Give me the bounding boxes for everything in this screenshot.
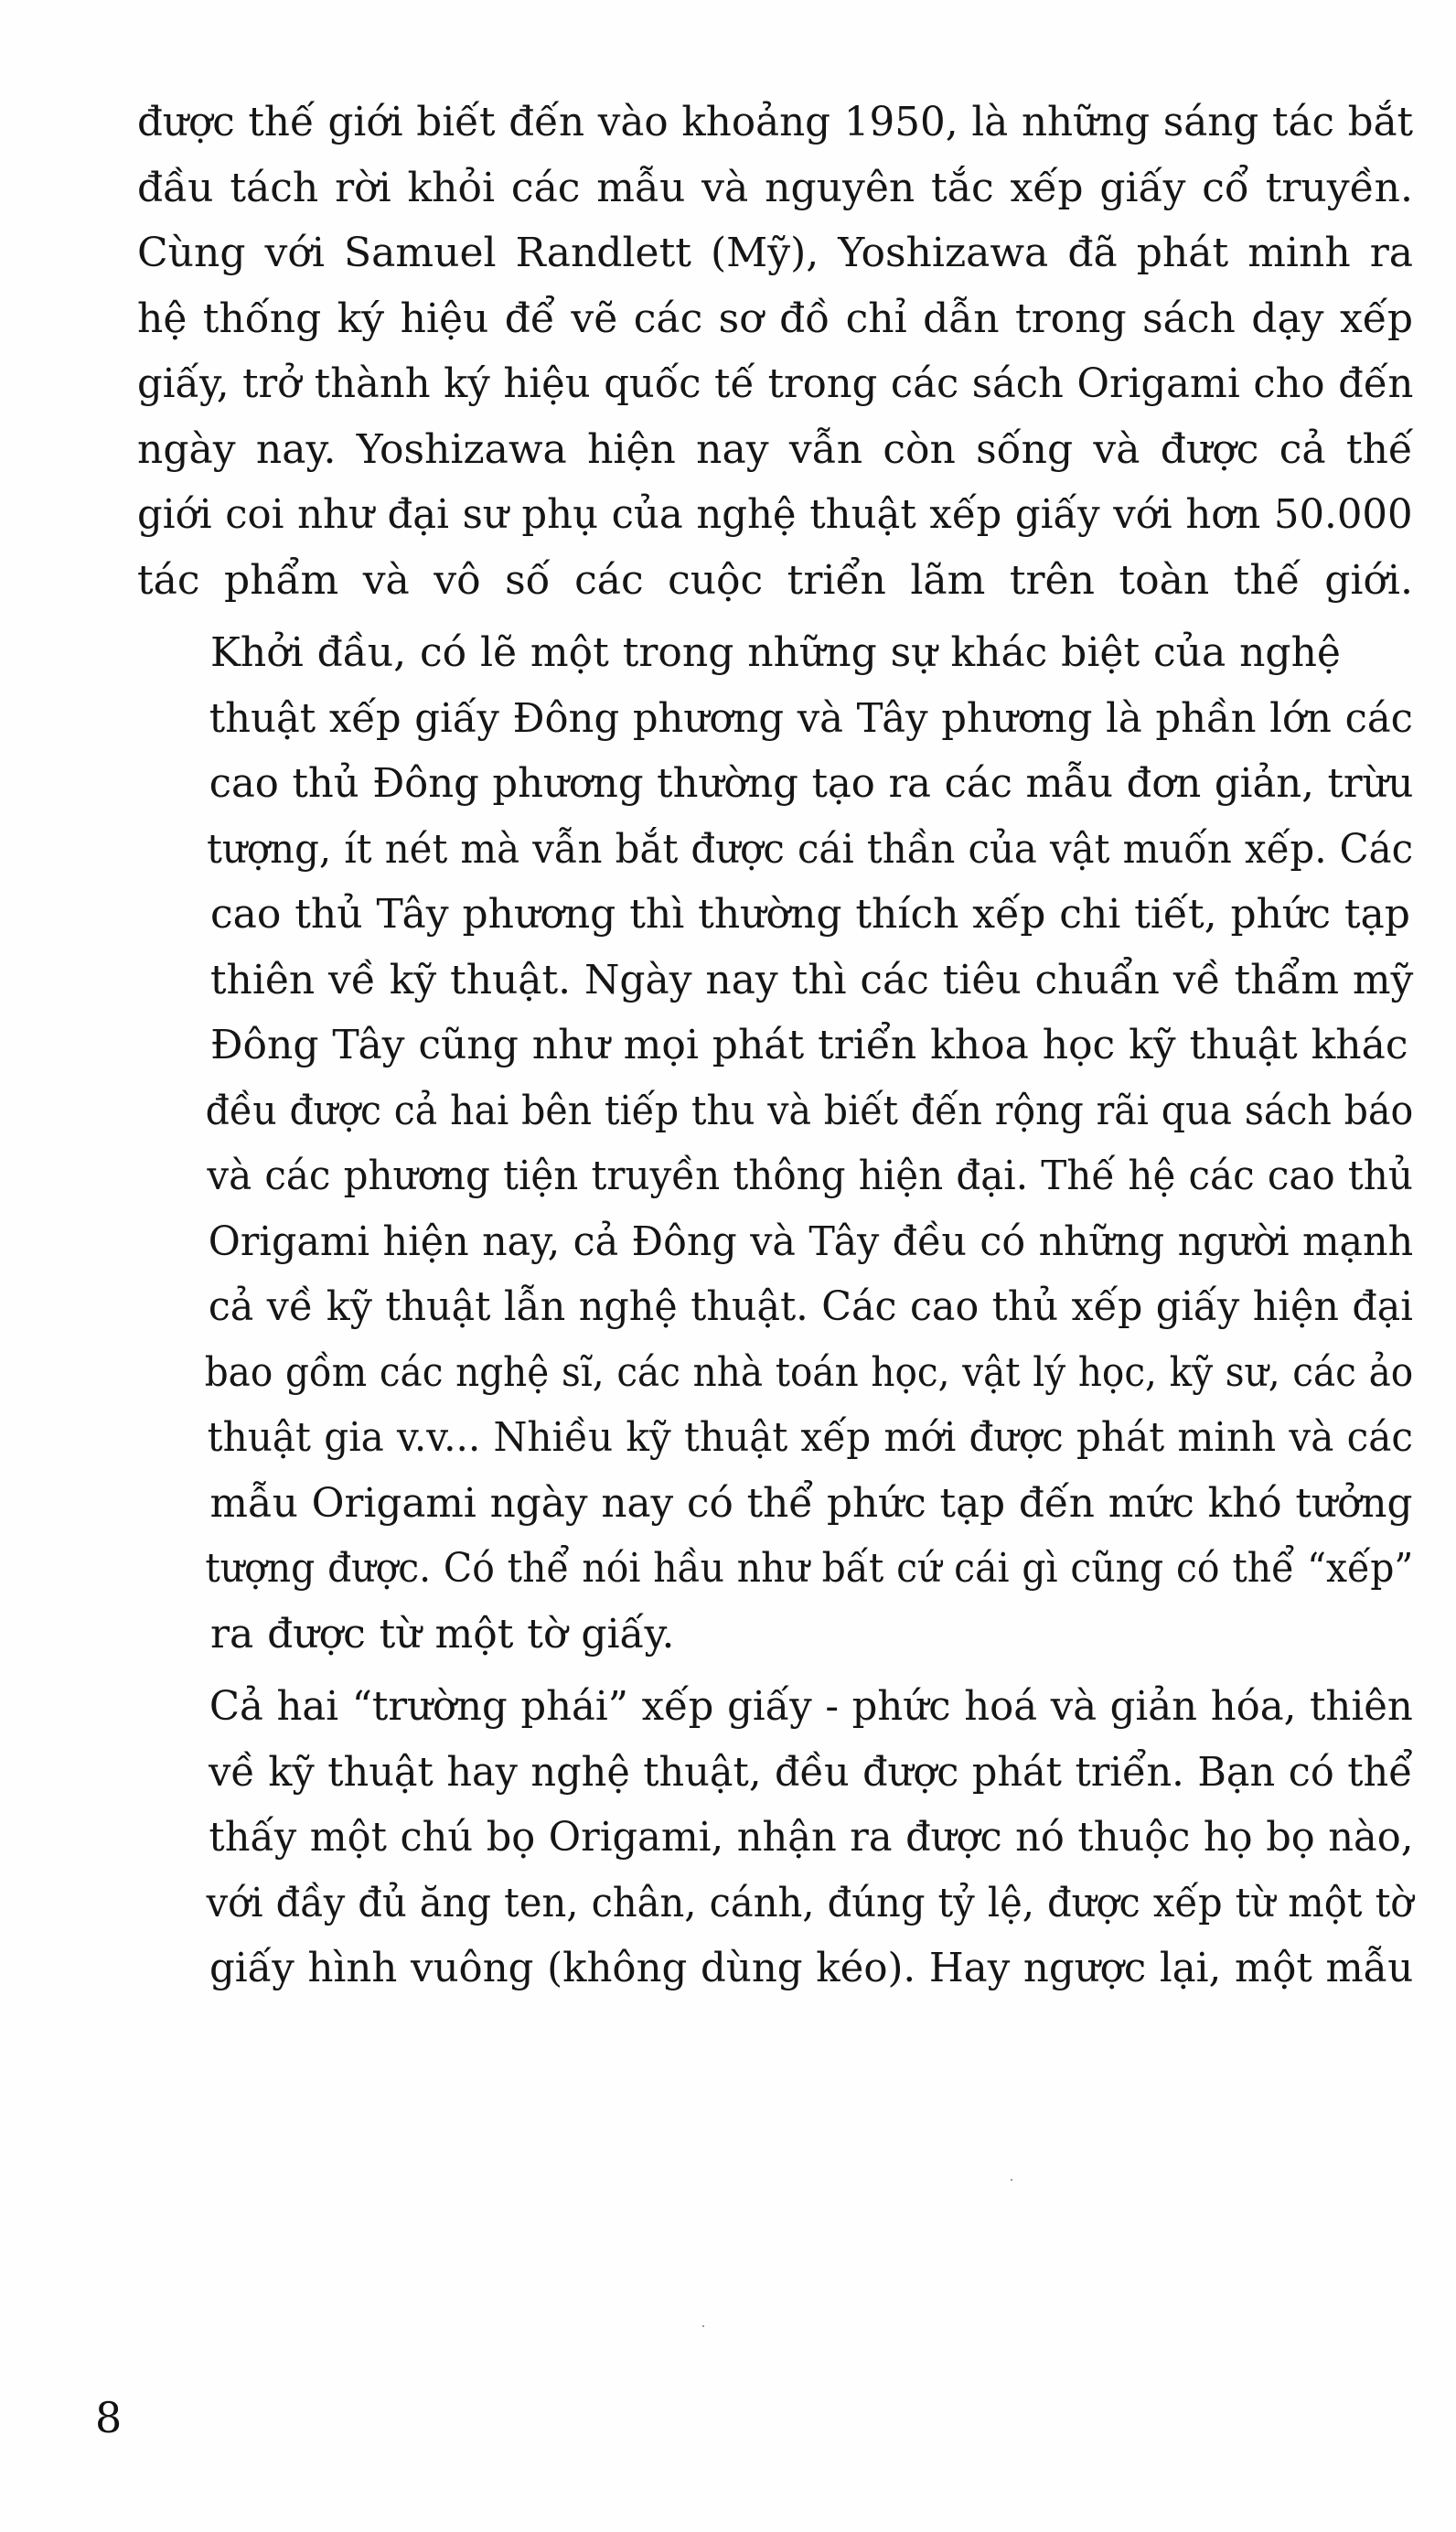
paragraph-2 xyxy=(137,620,1413,1667)
paragraph-1 xyxy=(137,90,1413,613)
text-body xyxy=(137,90,1413,2001)
text-line: ngày nay. Yoshizawa hiện nay vẫn còn sống và được cả thế xyxy=(137,425,1413,473)
text-line: thiên về kỹ thuật. Ngày nay thì các tiêu chuẩn về thẩm mỹ xyxy=(209,956,1414,1003)
text-line: tượng được. Có thể nói hầu như bất cứ cái gì cũng có thể “xếp” xyxy=(205,1545,1414,1592)
paragraph-3 xyxy=(137,1674,1413,2001)
text-line: thấy một chú bọ Origami, nhận ra được nó thuộc họ bọ nào, xyxy=(209,1814,1414,1861)
text-line: thuật gia v.v... Nhiều kỹ thuật xếp mới được phát minh và các xyxy=(207,1414,1413,1461)
text-line: thuật xếp giấy Đông phương và Tây phương là phần lớn các xyxy=(209,694,1413,742)
text-line: cao thủ Đông phương thường tạo ra các mẫu đơn giản, trừu xyxy=(209,760,1414,807)
print-speck xyxy=(702,2325,704,2327)
text-line: Khởi đầu, có lẽ một trong những sự khác biệt của nghệ xyxy=(210,629,1341,676)
text-line: cao thủ Tây phương thì thường thích xếp chi tiết, phức tạp xyxy=(210,891,1410,938)
text-line: Cả hai “trường phái” xếp giấy - phức hoá và giản hóa, thiên xyxy=(209,1683,1413,1730)
text-line: đều được cả hai bên tiếp thu và biết đến rộng rãi qua sách báo xyxy=(205,1087,1414,1134)
page-number: 8 xyxy=(95,2393,123,2442)
text-line: giấy, trở thành ký hiệu quốc tế trong các sách Origami cho đến xyxy=(137,360,1414,407)
text-line: với đầy đủ ăng ten, chân, cánh, đúng tỷ lệ, được xếp từ một tờ xyxy=(206,1879,1414,1926)
text-line: Đông Tây cũng như mọi phát triển khoa học kỹ thuật khác xyxy=(210,1022,1408,1068)
text-line: tượng, ít nét mà vẫn bắt được cái thần của vật muốn xếp. Các xyxy=(207,825,1414,873)
text-line: giấy hình vuông (không dùng kéo). Hay ngược lại, một mẫu xyxy=(209,1945,1414,1991)
print-speck xyxy=(1011,2179,1012,2181)
text-line: giới coi như đại sư phụ của nghệ thuật xếp giấy với hơn 50.000 xyxy=(137,491,1413,538)
text-line: hệ thống ký hiệu để vẽ các sơ đồ chỉ dẫn trong sách dạy xếp xyxy=(137,295,1413,342)
text-line: tác phẩm và vô số các cuộc triển lãm trên toàn thế giới. xyxy=(137,556,1413,604)
text-line: bao gồm các nghệ sĩ, các nhà toán học, vật lý học, kỹ sư, các ảo xyxy=(204,1348,1414,1396)
text-line: ra được từ một tờ giấy. xyxy=(210,1610,675,1658)
text-line: Origami hiện nay, cả Đông và Tây đều có những người mạnh xyxy=(208,1218,1414,1265)
text-line: Cùng với Samuel Randlett (Mỹ), Yoshizawa đã phát minh ra xyxy=(137,230,1413,276)
text-line: cả về kỹ thuật lẫn nghệ thuật. Các cao thủ xếp giấy hiện đại xyxy=(208,1283,1413,1330)
text-line: được thế giới biết đến vào khoảng 1950, là những sáng tác bắt xyxy=(137,99,1414,145)
text-line: về kỹ thuật hay nghệ thuật, đều được phát triển. Bạn có thể xyxy=(209,1748,1413,1796)
text-line: và các phương tiện truyền thông hiện đại. Thế hệ các cao thủ xyxy=(207,1153,1413,1199)
text-line: mẫu Origami ngày nay có thể phức tạp đến mức khó tưởng xyxy=(209,1479,1413,1527)
text-line: đầu tách rời khỏi các mẫu và nguyên tắc xếp giấy cổ truyền. xyxy=(137,164,1413,211)
